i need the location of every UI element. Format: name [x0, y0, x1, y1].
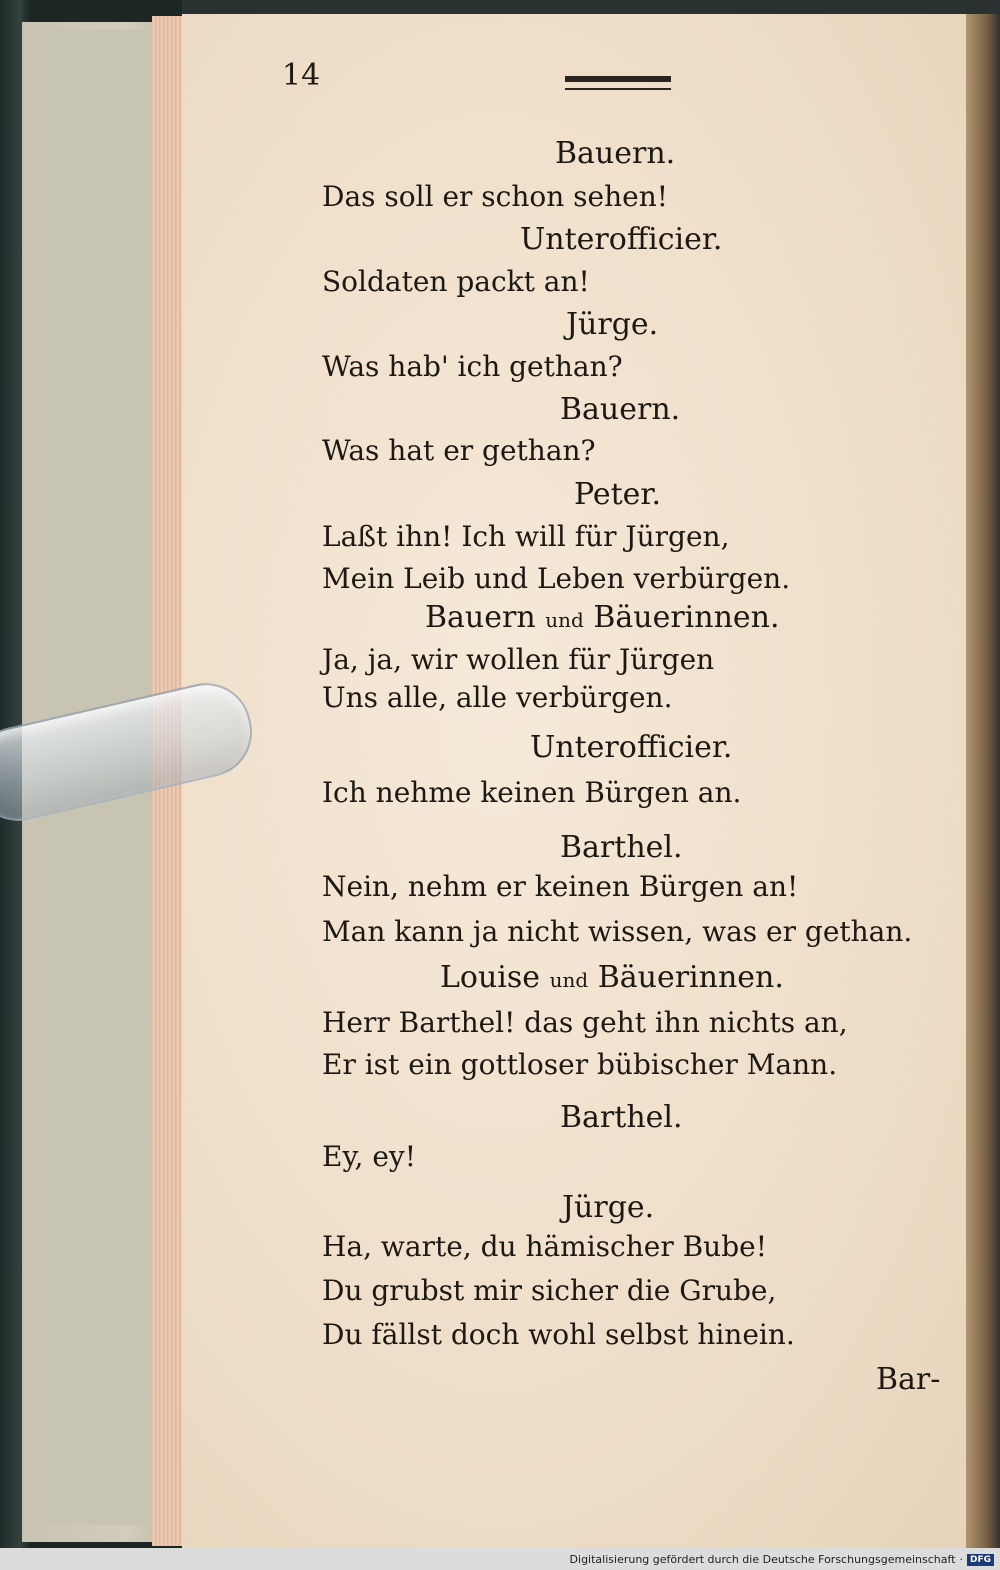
- verse-line: Herr Barthel! das geht ihn nichts an,: [322, 1006, 848, 1039]
- dfg-credit: [570, 1553, 994, 1566]
- dfg-logo: DFG: [967, 1554, 994, 1566]
- header-rule-thin: [565, 88, 671, 90]
- header-rule: [565, 76, 671, 82]
- catchword: Bar-: [876, 1362, 941, 1397]
- verse-line: Was hab' ich gethan?: [322, 350, 623, 383]
- speaker-line: Barthel.: [560, 830, 683, 865]
- speaker-line: Bauern.: [560, 392, 681, 427]
- credit-separator: ·: [959, 1553, 963, 1566]
- speaker-line: Bauern und Bäuerinnen.: [425, 600, 780, 635]
- speaker-line: Peter.: [574, 477, 661, 512]
- verse-line: Soldaten packt an!: [322, 265, 590, 298]
- verse-line: Uns alle, alle verbürgen.: [322, 681, 673, 714]
- speaker-line: Unterofficier.: [520, 222, 723, 257]
- verse-line: Du grubst mir sicher die Grube,: [322, 1274, 777, 1307]
- verse-line: Was hat er gethan?: [322, 434, 596, 467]
- verse-line: Man kann ja nicht wissen, was er gethan.: [322, 915, 913, 948]
- verse-line: Ja, ja, wir wollen für Jürgen: [322, 643, 715, 676]
- verse-line: Du fällst doch wohl selbst hinein.: [322, 1318, 795, 1351]
- verse-line: Laßt ihn! Ich will für Jürgen,: [322, 520, 730, 553]
- speaker-line: Jürge.: [562, 1190, 655, 1225]
- speaker-line: Bauern.: [555, 136, 676, 171]
- verse-line: Ha, warte, du hämischer Bube!: [322, 1230, 767, 1263]
- right-gutter: [966, 14, 1000, 1550]
- speaker-line: Louise und Bäuerinnen.: [440, 960, 784, 995]
- verse-line: Das soll er schon sehen!: [322, 180, 669, 213]
- verse-line: Nein, nehm er keinen Bürgen an!: [322, 870, 799, 903]
- speaker-line: Barthel.: [560, 1100, 683, 1135]
- verse-line: Ich nehme keinen Bürgen an.: [322, 776, 742, 809]
- verse-line: Er ist ein gottloser bübischer Mann.: [322, 1048, 838, 1081]
- verse-line: Mein Leib und Leben verbürgen.: [322, 562, 791, 595]
- verse-line: Ey, ey!: [322, 1140, 416, 1173]
- page-number: 14: [282, 58, 321, 93]
- speaker-line: Unterofficier.: [530, 730, 733, 765]
- credit-text: Digitalisierung gefördert durch die Deutsche Forschungsgemeinschaft: [569, 1553, 956, 1566]
- speaker-line: Jürge.: [566, 307, 659, 342]
